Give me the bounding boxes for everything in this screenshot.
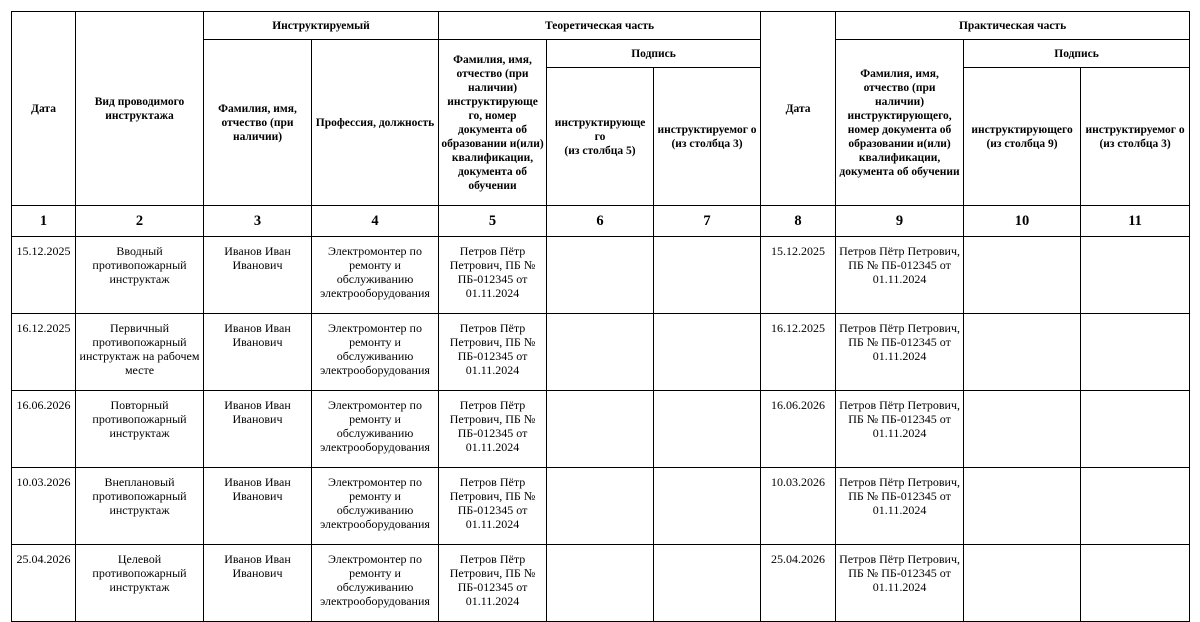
column-number: 2	[76, 206, 204, 237]
cell-signature-instructed-practice[interactable]	[1081, 237, 1190, 314]
cell-signature-instructor[interactable]	[547, 545, 654, 622]
cell-date-2: 10.03.2026	[761, 468, 836, 545]
cell-date: 25.04.2026	[12, 545, 76, 622]
cell-practice-instructor: Петров Пётр Петрович, ПБ № ПБ-012345 от 01.11.2024	[836, 545, 964, 622]
cell-signature-instructed-practice[interactable]	[1081, 468, 1190, 545]
cell-position: Электромонтер по ремонту и обслуживанию электрооборудования	[312, 237, 439, 314]
cell-briefing-type: Внеплановый противопожарный инструктаж	[76, 468, 204, 545]
cell-signature-instructed-practice[interactable]	[1081, 391, 1190, 468]
cell-theory-instructor: Петров Пётр Петрович, ПБ № ПБ-012345 от 01.11.2024	[439, 314, 547, 391]
cell-signature-instructed[interactable]	[654, 468, 761, 545]
cell-position: Электромонтер по ремонту и обслуживанию электрооборудования	[312, 545, 439, 622]
cell-date: 16.12.2025	[12, 314, 76, 391]
cell-instructed-name: Иванов Иван Иванович	[204, 314, 312, 391]
cell-signature-instructor-practice[interactable]	[964, 545, 1081, 622]
table-row	[12, 468, 1190, 545]
table-row	[12, 314, 1190, 391]
cell-briefing-type: Вводный противопожарный инструктаж	[76, 237, 204, 314]
column-number: 3	[204, 206, 312, 237]
cell-theory-instructor: Петров Пётр Петрович, ПБ № ПБ-012345 от 01.11.2024	[439, 237, 547, 314]
table-row	[12, 237, 1190, 314]
header-practice-instructor: Фамилия, имя, отчество (при наличии) инструктирующего, номер документа об образовании и(или) квалификации, документа об обучении	[836, 40, 964, 206]
cell-signature-instructed[interactable]	[654, 314, 761, 391]
cell-instructed-name: Иванов Иван Иванович	[204, 545, 312, 622]
cell-practice-instructor: Петров Пётр Петрович, ПБ № ПБ-012345 от 01.11.2024	[836, 237, 964, 314]
table-row	[12, 391, 1190, 468]
header-instructed: Инструктируемый	[204, 12, 439, 40]
cell-date-2: 16.12.2025	[761, 314, 836, 391]
header-sig-instructed-col3: инструктируемог о (из столбца 3)	[654, 68, 761, 206]
cell-briefing-type: Целевой противопожарный инструктаж	[76, 545, 204, 622]
header-practice: Практическая часть	[836, 12, 1190, 40]
cell-date-2: 15.12.2025	[761, 237, 836, 314]
cell-briefing-type: Повторный противопожарный инструктаж	[76, 391, 204, 468]
header-practice-signature: Подпись	[964, 40, 1190, 68]
cell-theory-instructor: Петров Пётр Петрович, ПБ № ПБ-012345 от 01.11.2024	[439, 391, 547, 468]
cell-date-2: 16.06.2026	[761, 391, 836, 468]
cell-theory-instructor: Петров Пётр Петрович, ПБ № ПБ-012345 от 01.11.2024	[439, 545, 547, 622]
cell-date-2: 25.04.2026	[761, 545, 836, 622]
cell-signature-instructor[interactable]	[547, 391, 654, 468]
cell-theory-instructor: Петров Пётр Петрович, ПБ № ПБ-012345 от 01.11.2024	[439, 468, 547, 545]
cell-signature-instructor-practice[interactable]	[964, 314, 1081, 391]
column-number: 11	[1081, 206, 1190, 237]
cell-practice-instructor: Петров Пётр Петрович, ПБ № ПБ-012345 от 01.11.2024	[836, 391, 964, 468]
cell-signature-instructor-practice[interactable]	[964, 237, 1081, 314]
column-number: 4	[312, 206, 439, 237]
column-number: 6	[547, 206, 654, 237]
header-theory-signature: Подпись	[547, 40, 761, 68]
header-theory-instructor: Фамилия, имя, отчество (при наличии) инструктирующе го, номер документа об образовании и(или) квалификации, документа об обучении	[439, 40, 547, 206]
cell-signature-instructed-practice[interactable]	[1081, 545, 1190, 622]
cell-signature-instructed[interactable]	[654, 545, 761, 622]
cell-briefing-type: Первичный противопожарный инструктаж на рабочем месте	[76, 314, 204, 391]
cell-signature-instructed[interactable]	[654, 391, 761, 468]
header-sig-instructed-col3-b: инструктируемог о (из столбца 3)	[1081, 68, 1190, 206]
header-date: Дата	[12, 12, 76, 206]
column-number: 5	[439, 206, 547, 237]
cell-signature-instructor-practice[interactable]	[964, 391, 1081, 468]
cell-signature-instructed-practice[interactable]	[1081, 314, 1190, 391]
cell-position: Электромонтер по ремонту и обслуживанию электрооборудования	[312, 468, 439, 545]
cell-instructed-name: Иванов Иван Иванович	[204, 237, 312, 314]
cell-position: Электромонтер по ремонту и обслуживанию электрооборудования	[312, 314, 439, 391]
cell-signature-instructor[interactable]	[547, 314, 654, 391]
cell-position: Электромонтер по ремонту и обслуживанию электрооборудования	[312, 391, 439, 468]
header-theory: Теоретическая часть	[439, 12, 761, 40]
header-sig-instructor-col9: инструктирующего (из столбца 9)	[964, 68, 1081, 206]
cell-signature-instructor[interactable]	[547, 468, 654, 545]
cell-signature-instructor[interactable]	[547, 237, 654, 314]
table-row	[12, 545, 1190, 622]
cell-practice-instructor: Петров Пётр Петрович, ПБ № ПБ-012345 от 01.11.2024	[836, 468, 964, 545]
column-number: 9	[836, 206, 964, 237]
cell-date: 16.06.2026	[12, 391, 76, 468]
cell-practice-instructor: Петров Пётр Петрович, ПБ № ПБ-012345 от 01.11.2024	[836, 314, 964, 391]
briefing-journal-table	[11, 11, 1190, 622]
header-briefing-type: Вид проводимого инструктажа	[76, 12, 204, 206]
cell-date: 15.12.2025	[12, 237, 76, 314]
column-number: 1	[12, 206, 76, 237]
column-number: 7	[654, 206, 761, 237]
header-instructed-name: Фамилия, имя, отчество (при наличии)	[204, 40, 312, 206]
cell-instructed-name: Иванов Иван Иванович	[204, 391, 312, 468]
cell-signature-instructed[interactable]	[654, 237, 761, 314]
cell-date: 10.03.2026	[12, 468, 76, 545]
header-sig-instructor-col5: инструктирующе го (из столбца 5)	[547, 68, 654, 206]
cell-signature-instructor-practice[interactable]	[964, 468, 1081, 545]
cell-instructed-name: Иванов Иван Иванович	[204, 468, 312, 545]
column-number: 8	[761, 206, 836, 237]
column-number: 10	[964, 206, 1081, 237]
header-date-2: Дата	[761, 12, 836, 206]
header-instructed-position: Профессия, должность	[312, 40, 439, 206]
